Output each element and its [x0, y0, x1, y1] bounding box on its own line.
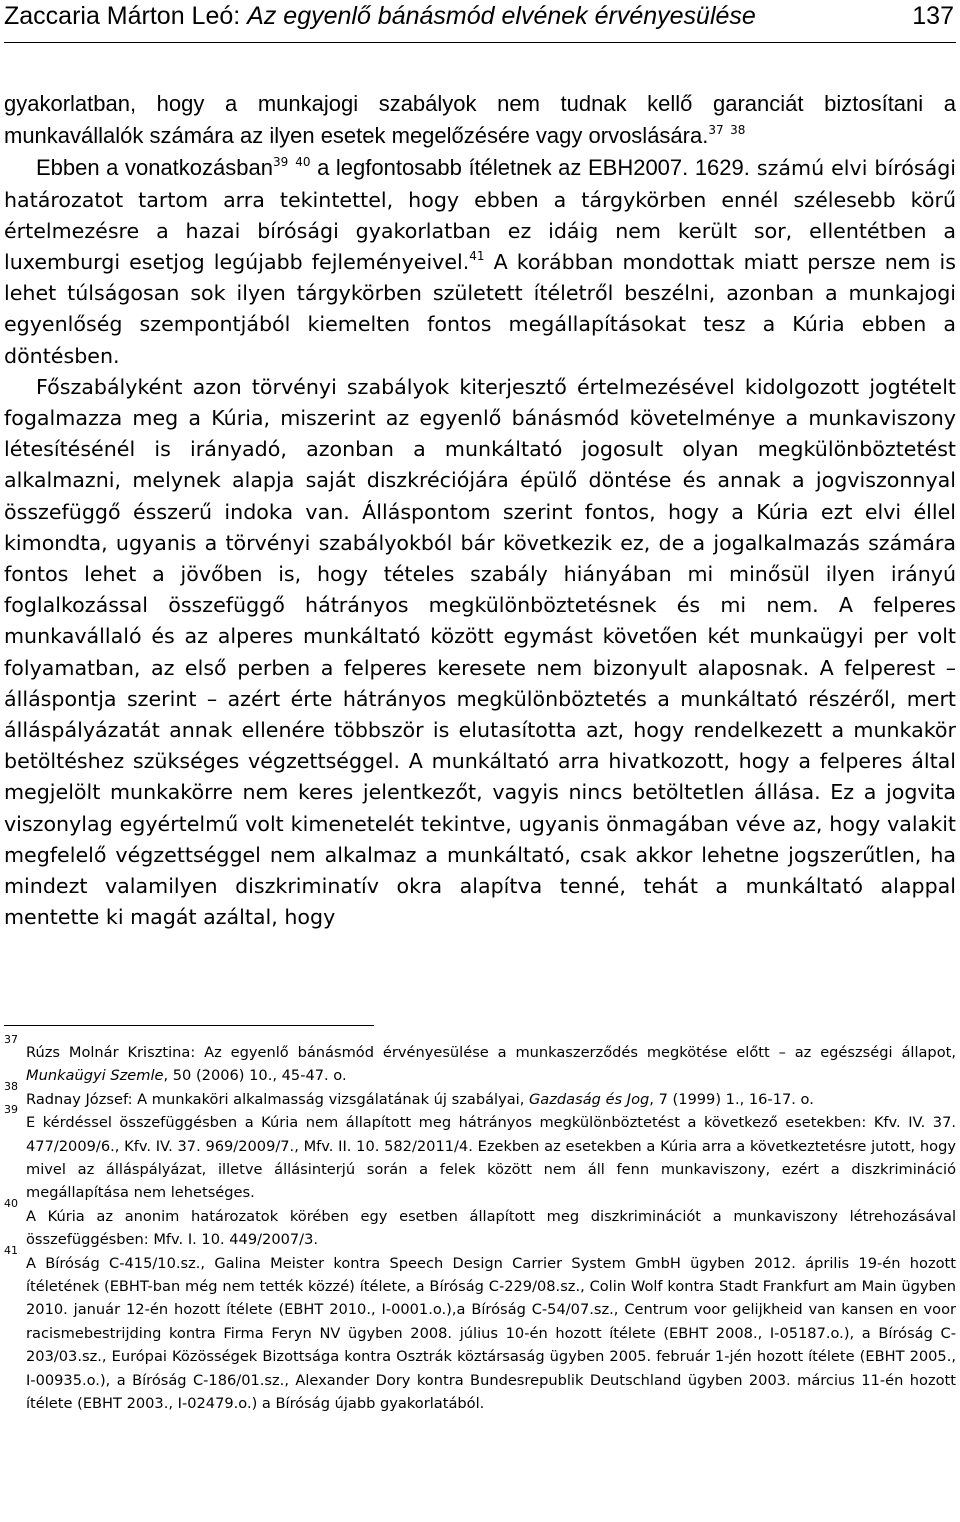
footnote-number: 40 [4, 1196, 18, 1210]
paragraph-3: Főszabályként azon törvényi szabályok kiterjesztő értelmezésével kidolgozott jogtételt fogalmazza meg a Kúria, miszerint az egyenlő bánásmód követelménye a munkaviszony létesítésénél is irányadó, azonban a munkáltató jogosult olyan megkülönböztetést alkalmazni, melynek alapja saját diszkréciójára épülő döntése és annak a jogviszonnyal összefüggő ésszerű indoka van. Álláspontom szerint fontos, hogy a Kúria ezt elvi éllel kimondta, ugyanis a törvényi szabályokból bár következik ez, de a jogalkalmazás számára fontos lehet a jövőben is, hogy tételes szabály hiányában mi minősül ilyen irányú foglalkozással összefüggő hátrányos megkülönböztetésnek és mi nem. A felperes munkavállaló és az alperes munkáltató között egymást követően két munkaügyi per volt folyamatban, az első perben a felperes keresete nem bizonyult alaposnak. A felperest – álláspontja szerint – azért érte hátrányos megkülönböztetés a munkáltató részéről, mert álláspályázatát annak ellenére többször is elutasította azt, hogy rendelkezett a munkakör betöltéshez szükséges végzettséggel. A munkáltató arra hivatkozott, hogy a felperes által megjelölt munkakörre nem keres jelentkezőt, vagyis nincs betöltetlen állása. Ez a jogvita viszonylag egyértelmű volt kimenetelét tekintve, ugyanis önmagában véve az, hogy valakit megfelelő végzettséggel nem alkalmaz a munkáltató, csak akkor lehetne jogszerűtlen, ha mindezt valamilyen diszkriminatív okra alapítva tenné, tehát a munkáltató alappal mentette ki magát azáltal, hogy [4, 374, 956, 930]
footnote-ref-40[interactable]: 40 [295, 155, 311, 170]
running-header [4, 0, 956, 42]
footnote-text: A Kúria az anonim határozatok körében egy esetben állapított meg diszkriminációt a munkaviszony létrehozásával összefüggésben: Mfv. I. 10. 449/2007/3. [26, 1207, 956, 1249]
footnote-40 [4, 1196, 956, 1252]
footnote-37 [4, 1033, 956, 1088]
footnote-text-end: , 50 (2006) 10., 45-47. o. [163, 1067, 347, 1085]
footnote-number: 41 [4, 1243, 18, 1257]
footnote-ref-37[interactable]: 37 [708, 123, 724, 138]
footnote-number: 39 [4, 1103, 18, 1117]
footnote-text: Radnay József: A munkaköri alkalmasság vizsgálatának új szabályai, [26, 1090, 529, 1108]
header-author-title [4, 0, 756, 32]
paragraph-2-tail: A korábban mondottak miatt persze nem is lehet túlságosan sok ilyen tárgykörben született ítéletről beszélni, azonban a munkajogi egyenlőség szempontjából kiemelten fontos megállapításokat tesz a Kúria ebben a döntésben. [4, 250, 956, 368]
footnote-text: A Bíróság C-415/10.sz., Galina Meister kontra Speech Design Carrier System GmbH ügyben 2012. április 19-én hozott ítéletének (EBHT-ban még nem tették közzé) ítélete, a Bíróság C-229/08.sz., Colin Wolf kontra Stadt Frankfurt am Main ügyben 2010. január 12-én hozott ítélete (EBHT 2010., I-0001.o.),a Bíróság C-54/07.sz., Centrum voor gelijkheid van kansen en voor racismebestrijding kontra Firma Feryn NV ügyben 2008. július 10-én hozott ítélete (EBHT 2008., I-05187.o.), a Bíróság C-203/03.sz., Európai Közösségek Bizottsága kontra Osztrák köztársaság ügyben 2005. február 1-jén hozott ítélete (EBHT 2005., I-00935.o.), a Bíróság C-186/01.sz., Alexander Dory kontra Bundesrepublik Deutschland ügyben 2003. március 11-én hozott ítélete (EBHT 2003., I-02479.o.) a Bíróság újabb gyakorlatából. [26, 1254, 956, 1413]
header-rule [4, 42, 956, 43]
footnote-journal: Gazdaság és Jog [529, 1090, 650, 1108]
header-title: Az egyenlő bánásmód elvének érvényesülése [247, 2, 756, 30]
paragraph-2-case-ref: a legfontosabb ítéletnek az EBH2007. 1629. [310, 155, 750, 181]
paragraph-1-text: gyakorlatban, hogy a munkajogi szabályok nem tudnak kellő garanciát biztosítani a munkavállalók számára az ilyen esetek megelőzésére vagy orvoslására. [4, 91, 956, 149]
footnote-41 [4, 1243, 956, 1416]
paragraph-2-text: számú elvi bírósági határozatot tartom arra tekintettel, hogy ebben a tárgykörben ennél szélesebb körű értelmezésre a hazai bírósági gyakorlatban ez idáig nem került sor, ellentétben a luxemburgi esetjog legújabb fejleményeivel. [4, 156, 956, 275]
footnote-ref-39[interactable]: 39 [272, 155, 289, 170]
footnote-text-end: , 7 (1999) 1., 16-17. o. [649, 1090, 814, 1108]
paragraph-2-lead: Ebben a vonatkozásban [36, 155, 273, 181]
footnote-ref-38[interactable]: 38 [730, 123, 746, 138]
header-author: Zaccaria Márton Leó: [4, 2, 241, 30]
body-text [4, 88, 956, 933]
footnote-separator [4, 1025, 374, 1026]
paragraph-1 [4, 88, 956, 152]
footnote-38 [4, 1079, 956, 1111]
footnote-text: E kérdéssel összefüggésben a Kúria nem állapított meg hátrányos megkülönböztetést a következő esetekben: Kfv. IV. 37. 477/2009/6., Kfv. IV. 37. 969/2009/7., Mfv. II. 10. 582/2011/4. Ezekben az esetekben a Kúria arra a következtetésre jutott, hogy mivel az álláspályázat, illetve állásinterjú során a felek között nem áll fenn munkaviszony, ezért a diszkrimináció megállapítása nem lehetséges. [26, 1114, 956, 1202]
footnote-number: 37 [4, 1033, 18, 1046]
footnote-number: 38 [4, 1079, 18, 1093]
footnote-text: Rúzs Molnár Krisztina: Az egyenlő bánásmód érvényesülése a munkaszerződés megkötése előtt – az egészségi állapot, [26, 1044, 956, 1061]
footnote-journal: Munkaügyi Szemle [26, 1067, 164, 1085]
paragraph-2 [4, 152, 956, 371]
footnote-ref-41[interactable]: 41 [469, 249, 485, 264]
page-number: 137 [912, 2, 954, 30]
footnotes [4, 1033, 956, 1416]
footnote-39 [4, 1103, 956, 1205]
